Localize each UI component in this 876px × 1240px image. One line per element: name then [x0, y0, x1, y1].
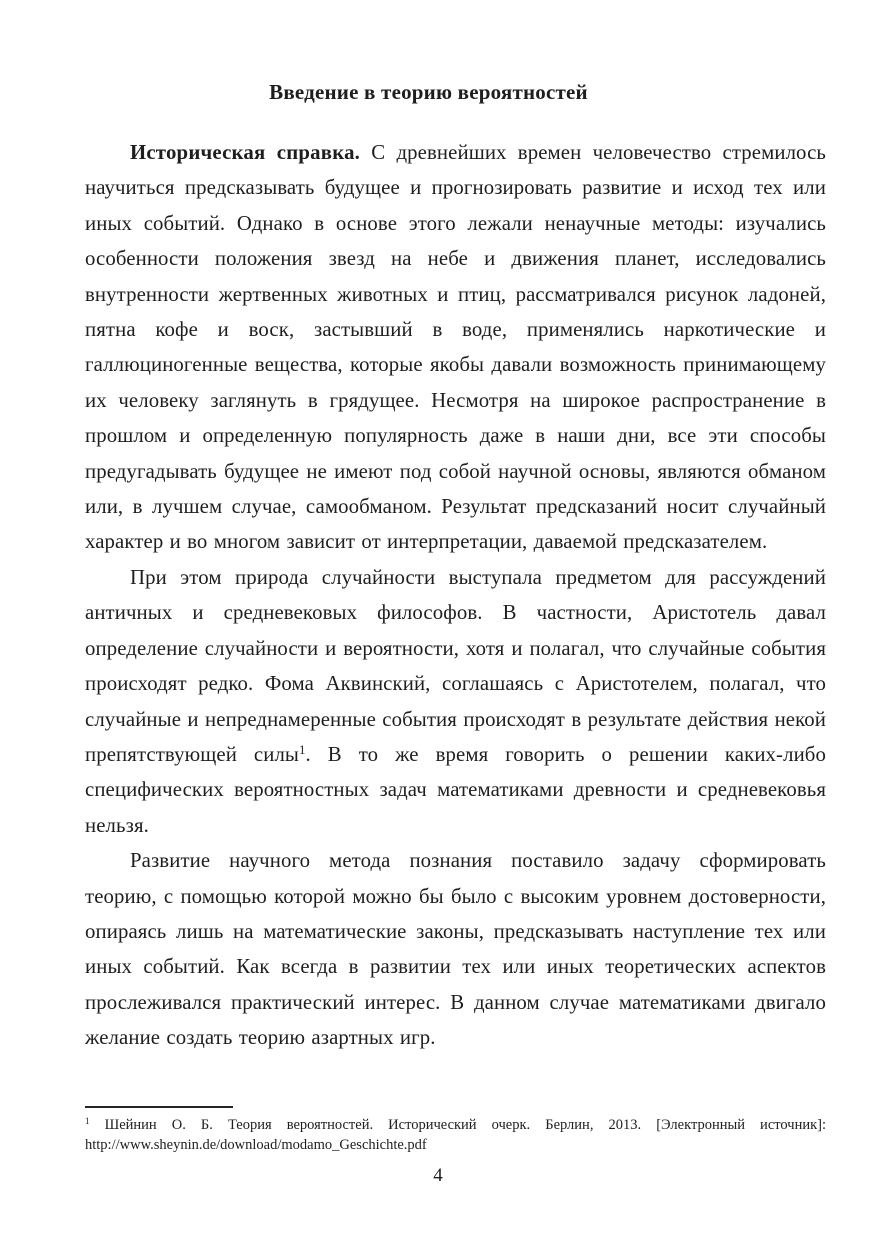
footnote — [85, 1115, 826, 1155]
footnote-area — [85, 1106, 826, 1155]
paragraph-historical-note — [85, 135, 826, 560]
footnote-text: Шейнин О. Б. Теория вероятностей. Исторический очерк. Берлин, 2013. [Электронный источник]: — [89, 1117, 826, 1133]
page-content — [85, 78, 826, 1056]
footnote-marker: 1 — [85, 1116, 90, 1127]
footnote-url: http://www.sheynin.de/download/modamo_Geschichte.pdf — [85, 1137, 427, 1153]
paragraph-text: . В то же время говорить о решении каких-либо специфических вероятностных задач математиками древности и средневековья нельзя. — [85, 742, 826, 837]
paragraph-nature-of-randomness — [85, 560, 826, 843]
paragraph-lead-bold: Историческая справка. — [130, 141, 361, 164]
paragraph-text: С древнейших времен человечество стремилось научиться предсказывать будущее и прогнозировать развитие и исход тех или иных событий. Однако в основе этого лежали ненаучные методы: изучались особенности положения звезд на небе и движения планет, исследовались внутренности жертвенных животных и птиц, рассматривался рисунок ладоней, пятна кофе и воск, застывший в воде, применялись наркотические и галлюциногенные вещества, которые якобы давали возможность принимающему их человеку заглянуть в грядущее. Несмотря на широкое распространение в прошлом и определенную популярность даже в наши дни, все эти способы предугадывать будущее не имеют под собой научной основы, являются обманом или, в лучшем случае, самообманом. Результат предсказаний носит случайный характер и во многом зависит от интерпретации, даваемой предсказателем. — [85, 141, 826, 554]
page-title: Введение в теорию вероятностей — [269, 80, 588, 104]
body-text — [85, 135, 826, 1056]
paragraph-scientific-method — [85, 843, 826, 1055]
footnote-ref-1: 1 — [299, 742, 306, 757]
paragraph-text: Развитие научного метода познания поставило задачу сформировать теорию, с помощью которой можно бы было с высоким уровнем достоверности, опираясь лишь на математические законы, предсказывать наступление тех или иных событий. Как всегда в развитии тех или иных теоретических аспектов прослеживался практический интерес. В данном случае математиками двигало желание создать теорию азартных игр. — [85, 849, 826, 1050]
footnote-separator — [85, 1106, 233, 1108]
page-number: 4 — [433, 1165, 443, 1186]
paragraph-text: При этом природа случайности выступала предметом для рассуждений античных и средневековых философов. В частности, Аристотель давал определение случайности и вероятности, хотя и полагал, что случайные события происходят редко. Фома Аквинский, соглашаясь с Аристотелем, полагал, что случайные и непреднамеренные события происходят в результате действия некой препятствующей силы — [85, 565, 826, 766]
